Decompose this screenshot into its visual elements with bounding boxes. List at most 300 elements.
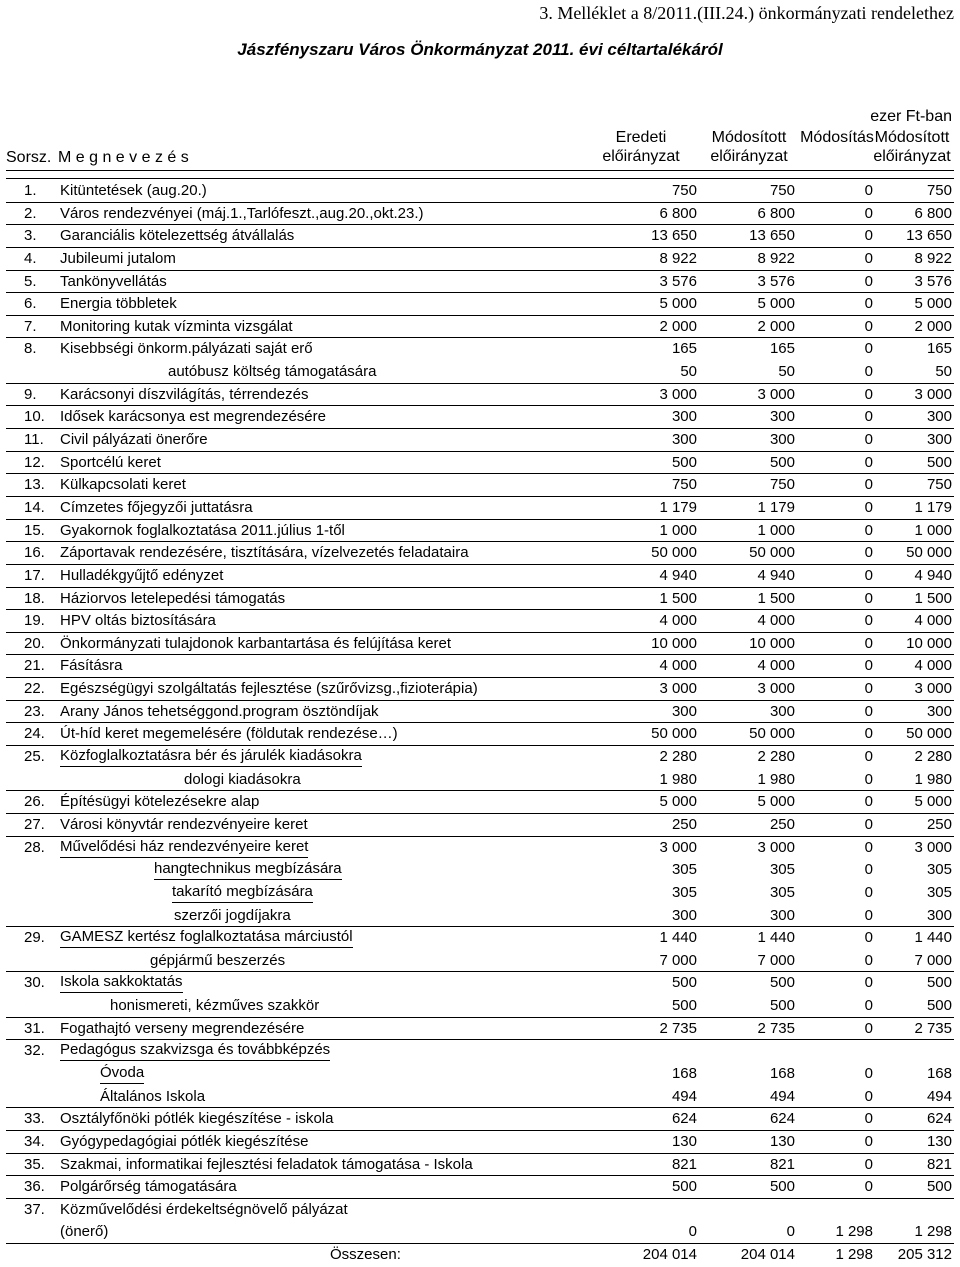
row-original-value: 250 — [671, 815, 697, 833]
row-modified-value: 821 — [769, 1155, 795, 1173]
row-name: Fásításra — [60, 657, 123, 675]
row-name: GAMESZ kertész foglalkoztatása márciustól — [60, 927, 353, 948]
row-original-value: 1 000 — [659, 521, 697, 539]
row-modified-value: 3 000 — [757, 680, 795, 698]
row-name: autóbusz költség támogatására — [168, 363, 377, 381]
row-original-value: 624 — [671, 1110, 697, 1128]
row-name: Címzetes főjegyzői juttatásra — [60, 498, 253, 516]
row-name: honismereti, kézműves szakkör — [110, 997, 320, 1015]
row-final-value: 1 980 — [914, 770, 952, 788]
table-row — [0, 474, 960, 497]
row-original-value: 2 000 — [659, 317, 697, 335]
row-change-value: 0 — [864, 612, 873, 630]
row-change-value: 0 — [864, 793, 873, 811]
row-final-value: 500 — [926, 997, 952, 1015]
row-number: 23. — [24, 702, 45, 720]
row-number: 36. — [24, 1178, 45, 1196]
row-name: Osztályfőnöki pótlék kiegészítése - iskola — [60, 1110, 334, 1128]
total-row — [0, 1244, 960, 1267]
table-row — [0, 452, 960, 475]
row-name: Hulladékgyűjtő edényzet — [60, 566, 224, 584]
table-row — [0, 520, 960, 543]
row-original-value: 5 000 — [659, 295, 697, 313]
row-original-value: 300 — [671, 431, 697, 449]
table-row — [0, 927, 960, 950]
column-header-modified-final — [866, 128, 958, 166]
row-change-value: 0 — [864, 1155, 873, 1173]
row-change-value: 0 — [864, 680, 873, 698]
row-change-value: 1 298 — [835, 1223, 873, 1241]
row-name: Út-híd keret megemelésére (földutak rendezése…) — [60, 725, 398, 743]
row-modified-value: 1 440 — [757, 929, 795, 947]
column-header-change-line1: Módosítás — [800, 129, 874, 146]
row-name: Általános Iskola — [100, 1087, 206, 1105]
row-final-value: 13 650 — [906, 227, 952, 245]
row-modified-value: 2 735 — [757, 1019, 795, 1037]
row-name: Jubileumi jutalom — [60, 249, 176, 267]
row-final-value: 250 — [926, 815, 952, 833]
row-original-value: 750 — [671, 182, 697, 199]
row-change-value: 0 — [864, 951, 873, 969]
row-original-value: 494 — [671, 1087, 697, 1105]
row-change-value: 0 — [864, 748, 873, 766]
row-original-value: 2 735 — [659, 1019, 697, 1037]
row-modified-value: 3 000 — [757, 385, 795, 403]
row-original-value: 750 — [671, 476, 697, 494]
row-change-value: 0 — [864, 1178, 873, 1196]
row-original-value: 6 800 — [659, 204, 697, 222]
row-final-value: 300 — [926, 408, 952, 426]
row-name: Civil pályázati önerőre — [60, 431, 208, 449]
row-change-value: 0 — [864, 476, 873, 494]
row-number: 22. — [24, 680, 45, 698]
table-row — [0, 633, 960, 656]
row-change-value: 0 — [864, 340, 873, 358]
row-final-value: 1 298 — [914, 1223, 952, 1241]
row-name: Garanciális kötelezettség átvállalás — [60, 227, 295, 245]
total-original-value: 204 014 — [642, 1246, 697, 1264]
row-original-value: 4 000 — [659, 612, 697, 630]
row-final-value: 5 000 — [914, 295, 952, 313]
row-change-value: 0 — [864, 182, 873, 199]
row-modified-value: 13 650 — [749, 227, 795, 245]
row-name: Háziorvos letelepedési támogatás — [60, 589, 286, 607]
row-final-value: 305 — [926, 883, 952, 901]
row-original-value: 821 — [671, 1155, 697, 1173]
table-row — [0, 565, 960, 588]
row-final-value: 4 000 — [914, 657, 952, 675]
row-change-value: 0 — [864, 883, 873, 901]
table-row — [0, 905, 960, 928]
row-modified-value: 300 — [769, 408, 795, 426]
row-change-value: 0 — [864, 997, 873, 1015]
row-name: Városi könyvtár rendezvényeire keret — [60, 815, 308, 833]
table-row — [0, 248, 960, 271]
row-final-value: 6 800 — [914, 204, 952, 222]
row-original-value: 5 000 — [659, 793, 697, 811]
row-number: 24. — [24, 725, 45, 743]
table-row — [0, 769, 960, 792]
row-number: 14. — [24, 498, 45, 516]
row-original-value: 500 — [671, 997, 697, 1015]
row-original-value: 3 000 — [659, 838, 697, 856]
row-modified-value: 750 — [769, 476, 795, 494]
table-row — [0, 588, 960, 611]
row-original-value: 1 500 — [659, 589, 697, 607]
row-name: dologi kiadásokra — [184, 770, 301, 788]
row-change-value: 0 — [864, 929, 873, 947]
row-name: Művelődési ház rendezvényeire keret — [60, 837, 308, 858]
row-final-value: 3 000 — [914, 680, 952, 698]
row-change-value: 0 — [864, 838, 873, 856]
row-original-value: 300 — [671, 702, 697, 720]
row-original-value: 1 440 — [659, 929, 697, 947]
row-number: 34. — [24, 1132, 45, 1150]
row-modified-value: 250 — [769, 815, 795, 833]
table-row — [0, 271, 960, 294]
row-original-value: 300 — [671, 408, 697, 426]
row-name: hangtechnikus megbízására — [154, 859, 342, 880]
row-number: 30. — [24, 974, 45, 992]
row-modified-value: 130 — [769, 1132, 795, 1150]
row-modified-value: 8 922 — [757, 249, 795, 267]
row-number: 6. — [24, 295, 37, 313]
row-modified-value: 300 — [769, 431, 795, 449]
row-modified-value: 4 000 — [757, 612, 795, 630]
column-header-modified-final-line1: Módosított — [874, 129, 950, 146]
table-row — [0, 406, 960, 429]
row-original-value: 500 — [671, 1178, 697, 1196]
reserve-table — [0, 180, 960, 1267]
total-change-value: 1 298 — [835, 1246, 873, 1264]
row-modified-value: 6 800 — [757, 204, 795, 222]
row-original-value: 130 — [671, 1132, 697, 1150]
row-name: Idősek karácsonya est megrendezésére — [60, 408, 326, 426]
row-number: 1. — [24, 182, 37, 199]
row-final-value: 2 000 — [914, 317, 952, 335]
table-row — [0, 180, 960, 203]
row-final-value: 50 — [935, 363, 952, 381]
row-modified-value: 300 — [769, 702, 795, 720]
row-name: Gyógypedagógiai pótlék kiegészítése — [60, 1132, 309, 1150]
row-original-value: 300 — [671, 906, 697, 924]
row-final-value: 305 — [926, 861, 952, 879]
row-change-value: 0 — [864, 815, 873, 833]
row-name: Sportcélú keret — [60, 453, 161, 471]
row-number: 28. — [24, 838, 45, 856]
table-row — [0, 837, 960, 860]
row-name: Záportavak rendezésére, tisztítására, vízelvezetés feladataira — [60, 544, 469, 562]
row-modified-value: 7 000 — [757, 951, 795, 969]
row-change-value: 0 — [864, 295, 873, 313]
unit-label: ezer Ft-ban — [870, 108, 952, 125]
row-name: Közművelődési érdekeltségnövelő pályázat — [60, 1200, 348, 1218]
row-number: 4. — [24, 249, 37, 267]
table-row — [0, 429, 960, 452]
column-header-number: Sorsz. — [6, 149, 52, 166]
row-name: Iskola sakkoktatás — [60, 972, 183, 993]
row-change-value: 0 — [864, 861, 873, 879]
row-name: Építésügyi kötelezésekre alap — [60, 793, 260, 811]
row-modified-value: 10 000 — [749, 634, 795, 652]
table-row — [0, 293, 960, 316]
row-modified-value: 2 280 — [757, 748, 795, 766]
row-number: 29. — [24, 929, 45, 947]
row-name: Pedagógus szakvizsga és továbbképzés — [60, 1040, 330, 1061]
row-original-value: 500 — [671, 974, 697, 992]
row-modified-value: 165 — [769, 340, 795, 358]
row-modified-value: 5 000 — [757, 793, 795, 811]
row-number: 5. — [24, 272, 37, 290]
row-change-value: 0 — [864, 204, 873, 222]
row-change-value: 0 — [864, 770, 873, 788]
row-number: 7. — [24, 317, 37, 335]
row-number: 21. — [24, 657, 45, 675]
row-original-value: 8 922 — [659, 249, 697, 267]
row-name: Karácsonyi díszvilágítás, térrendezés — [60, 385, 309, 403]
table-row — [0, 1154, 960, 1177]
row-number: 25. — [24, 748, 45, 766]
row-modified-value: 5 000 — [757, 295, 795, 313]
column-header-modified-final-line2: előirányzat — [873, 148, 951, 165]
row-original-value: 1 179 — [659, 498, 697, 516]
table-row — [0, 384, 960, 407]
row-change-value: 0 — [864, 1064, 873, 1082]
row-change-value: 0 — [864, 702, 873, 720]
row-change-value: 0 — [864, 249, 873, 267]
table-row — [0, 791, 960, 814]
total-modified-value: 204 014 — [740, 1246, 795, 1264]
row-final-value: 821 — [926, 1155, 952, 1173]
column-header-original — [596, 128, 686, 166]
row-change-value: 0 — [864, 725, 873, 743]
row-name: takarító megbízására — [172, 882, 313, 903]
table-row — [0, 338, 960, 361]
row-modified-value: 1 980 — [757, 770, 795, 788]
header-divider-bottom — [6, 178, 954, 179]
row-change-value: 0 — [864, 498, 873, 516]
row-original-value: 50 — [680, 363, 697, 381]
row-change-value: 0 — [864, 453, 873, 471]
row-final-value: 2 280 — [914, 748, 952, 766]
table-row — [0, 1108, 960, 1131]
row-modified-value: 4 000 — [757, 657, 795, 675]
row-name: (önerő) — [60, 1223, 109, 1241]
row-modified-value: 0 — [786, 1223, 795, 1241]
row-name: szerzői jogdíjakra — [174, 906, 291, 924]
row-final-value: 1 440 — [914, 929, 952, 947]
row-change-value: 0 — [864, 272, 873, 290]
row-final-value: 130 — [926, 1132, 952, 1150]
column-header-modified-line1: Módosított — [711, 129, 787, 146]
row-modified-value: 494 — [769, 1087, 795, 1105]
row-original-value: 3 576 — [659, 272, 697, 290]
row-final-value: 50 000 — [906, 725, 952, 743]
table-row — [0, 746, 960, 769]
table-row — [0, 1040, 960, 1063]
table-row — [0, 1176, 960, 1199]
annex-reference: 3. Melléklet a 8/2011.(III.24.) önkormányzati rendelethez — [539, 3, 954, 23]
row-number: 3. — [24, 227, 37, 245]
row-final-value: 7 000 — [914, 951, 952, 969]
row-change-value: 0 — [864, 906, 873, 924]
row-original-value: 3 000 — [659, 680, 697, 698]
row-final-value: 300 — [926, 702, 952, 720]
table-row — [0, 361, 960, 384]
row-original-value: 10 000 — [651, 634, 697, 652]
row-final-value: 500 — [926, 974, 952, 992]
row-modified-value: 1 500 — [757, 589, 795, 607]
row-final-value: 2 735 — [914, 1019, 952, 1037]
row-change-value: 0 — [864, 657, 873, 675]
row-modified-value: 50 000 — [749, 725, 795, 743]
row-final-value: 300 — [926, 431, 952, 449]
row-modified-value: 1 000 — [757, 521, 795, 539]
table-row — [0, 995, 960, 1018]
row-final-value: 168 — [926, 1064, 952, 1082]
column-header-change — [797, 128, 877, 147]
row-modified-value: 3 576 — [757, 272, 795, 290]
row-change-value: 0 — [864, 1132, 873, 1150]
row-original-value: 168 — [671, 1064, 697, 1082]
row-original-value: 0 — [688, 1223, 697, 1241]
row-name: Város rendezvényei (máj.1.,Tarlófeszt.,aug.20.,okt.23.) — [60, 204, 424, 222]
table-row — [0, 316, 960, 339]
row-number: 16. — [24, 544, 45, 562]
row-change-value: 0 — [864, 544, 873, 562]
row-name: HPV oltás biztosítására — [60, 612, 216, 630]
row-modified-value: 50 000 — [749, 544, 795, 562]
row-modified-value: 305 — [769, 883, 795, 901]
row-final-value: 4 940 — [914, 566, 952, 584]
table-row — [0, 1221, 960, 1244]
row-name: Kisebbségi önkorm.pályázati saját erő — [60, 340, 313, 358]
row-modified-value: 305 — [769, 861, 795, 879]
table-row — [0, 1199, 960, 1222]
row-modified-value: 624 — [769, 1110, 795, 1128]
row-change-value: 0 — [864, 1110, 873, 1128]
row-change-value: 0 — [864, 1087, 873, 1105]
row-original-value: 50 000 — [651, 725, 697, 743]
row-number: 15. — [24, 521, 45, 539]
column-header-modified — [702, 128, 796, 166]
row-number: 20. — [24, 634, 45, 652]
row-number: 11. — [24, 431, 44, 449]
row-original-value: 7 000 — [659, 951, 697, 969]
row-final-value: 1 179 — [914, 498, 952, 516]
table-row — [0, 1063, 960, 1086]
table-row — [0, 542, 960, 565]
table-row — [0, 972, 960, 995]
row-change-value: 0 — [864, 385, 873, 403]
row-change-value: 0 — [864, 431, 873, 449]
row-original-value: 165 — [671, 340, 697, 358]
table-row — [0, 950, 960, 973]
row-final-value: 3 576 — [914, 272, 952, 290]
row-modified-value: 50 — [778, 363, 795, 381]
table-row — [0, 655, 960, 678]
table-row — [0, 610, 960, 633]
row-number: 17. — [24, 566, 45, 584]
row-change-value: 0 — [864, 408, 873, 426]
row-final-value: 3 000 — [914, 838, 952, 856]
row-number: 13. — [24, 476, 45, 494]
row-final-value: 494 — [926, 1087, 952, 1105]
row-number: 18. — [24, 589, 45, 607]
row-final-value: 500 — [926, 453, 952, 471]
row-name: Önkormányzati tulajdonok karbantartása és felújítása keret — [60, 634, 452, 652]
row-number: 9. — [24, 385, 37, 403]
row-final-value: 4 000 — [914, 612, 952, 630]
column-header-original-line2: előirányzat — [602, 148, 680, 165]
table-row — [0, 678, 960, 701]
row-final-value: 50 000 — [906, 544, 952, 562]
row-name: Egészségügyi szolgáltatás fejlesztése (szűrővizsg.,fizioterápia) — [60, 680, 478, 698]
row-name: Gyakornok foglalkoztatása 2011.július 1-től — [60, 521, 345, 539]
column-header-original-line1: Eredeti — [615, 129, 667, 146]
table-row — [0, 701, 960, 724]
row-name: Monitoring kutak vízminta vizsgálat — [60, 317, 293, 335]
row-modified-value: 500 — [769, 997, 795, 1015]
row-change-value: 0 — [864, 589, 873, 607]
document-title: Jászfényszaru Város Önkormányzat 2011. évi céltartalékáról — [237, 40, 723, 59]
row-original-value: 4 000 — [659, 657, 697, 675]
row-final-value: 5 000 — [914, 793, 952, 811]
row-original-value: 1 980 — [659, 770, 697, 788]
row-modified-value: 3 000 — [757, 838, 795, 856]
total-label: Összesen: — [330, 1246, 401, 1264]
row-name: Szakmai, informatikai fejlesztési feladatok támogatása - Iskola — [60, 1155, 473, 1173]
row-change-value: 0 — [864, 227, 873, 245]
row-change-value: 0 — [864, 521, 873, 539]
row-final-value: 10 000 — [906, 634, 952, 652]
row-name: Közfoglalkoztatásra bér és járulék kiadásokra — [60, 746, 362, 767]
total-final-value: 205 312 — [897, 1246, 952, 1264]
row-name: Polgárőrség támogatására — [60, 1178, 237, 1196]
row-number: 12. — [24, 453, 45, 471]
row-final-value: 3 000 — [914, 385, 952, 403]
row-number: 26. — [24, 793, 45, 811]
table-row — [0, 203, 960, 226]
table-row — [0, 225, 960, 248]
row-change-value: 0 — [864, 634, 873, 652]
row-final-value: 500 — [926, 1178, 952, 1196]
row-number: 32. — [24, 1042, 45, 1060]
row-name: gépjármű beszerzés — [150, 951, 286, 969]
table-row — [0, 1086, 960, 1109]
row-change-value: 0 — [864, 566, 873, 584]
header-divider-top — [6, 170, 954, 171]
row-final-value: 1 500 — [914, 589, 952, 607]
table-row — [0, 882, 960, 905]
row-name: Kitüntetések (aug.20.) — [60, 182, 207, 199]
table-row — [0, 859, 960, 882]
row-change-value: 0 — [864, 363, 873, 381]
row-original-value: 305 — [671, 883, 697, 901]
row-final-value: 750 — [926, 476, 952, 494]
row-original-value: 3 000 — [659, 385, 697, 403]
table-row — [0, 1018, 960, 1041]
table-row — [0, 1131, 960, 1154]
row-modified-value: 168 — [769, 1064, 795, 1082]
row-number: 31. — [24, 1019, 45, 1037]
row-original-value: 2 280 — [659, 748, 697, 766]
row-name: Energia többletek — [60, 295, 177, 313]
row-number: 10. — [24, 408, 45, 426]
row-number: 8. — [24, 340, 37, 358]
table-row — [0, 497, 960, 520]
row-original-value: 4 940 — [659, 566, 697, 584]
